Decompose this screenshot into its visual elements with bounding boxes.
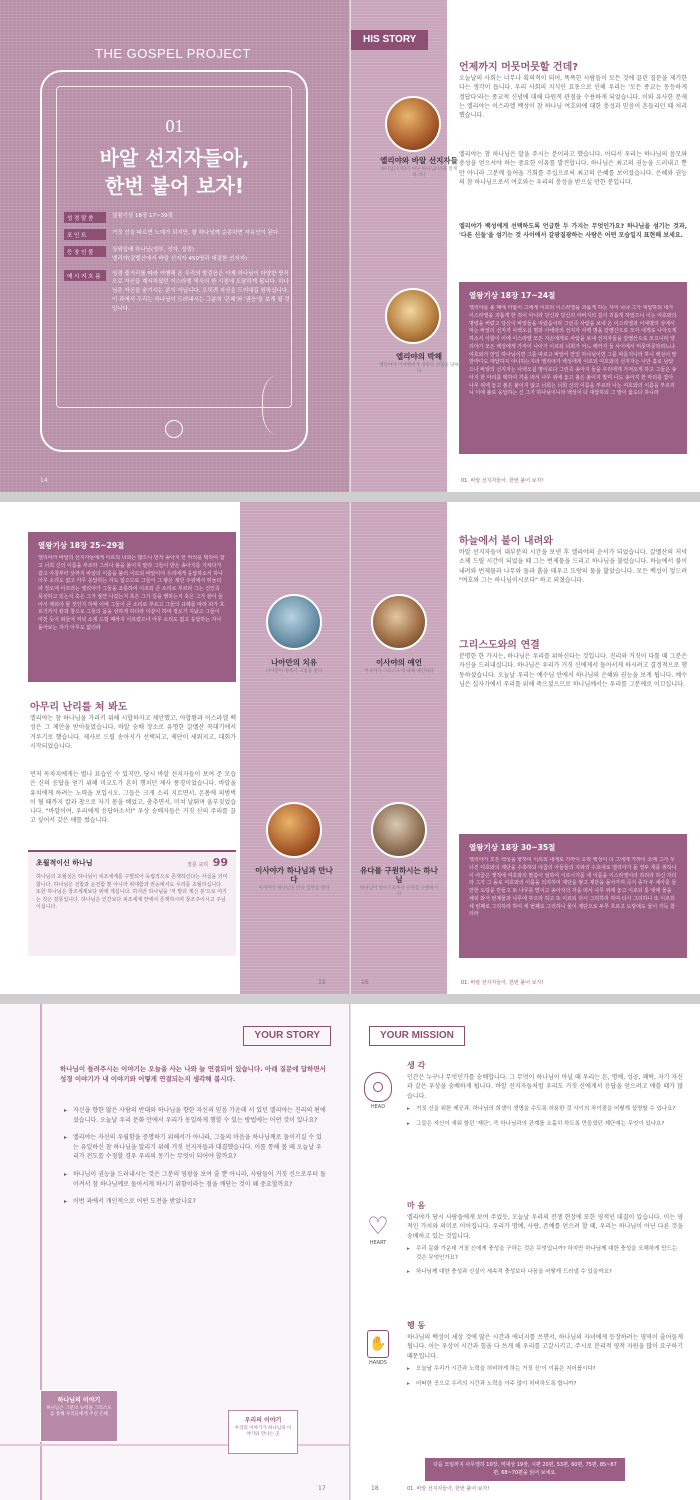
head-icon bbox=[364, 1072, 392, 1102]
gods-story-box bbox=[40, 1390, 118, 1442]
info-row bbox=[64, 246, 294, 264]
mission-section-think bbox=[407, 1060, 683, 1134]
section-bullet: ▸ 우리 문화 가운데 거짓 신에게 충성을 구하는 것은 무엇입니까? 하지만 하나님께 대한 충성을 오해하게 만드는 것은 무엇인가요? bbox=[407, 1245, 683, 1263]
isaiah-vision-illustration bbox=[266, 802, 322, 858]
section-title: 행 동 bbox=[407, 1321, 426, 1330]
section-heading: 그리스도와의 연결 bbox=[459, 640, 540, 651]
running-head: 01. 바알 선지자들아, 한번 붙어 보자! bbox=[407, 1486, 490, 1492]
lesson-info bbox=[64, 212, 294, 314]
page-16 bbox=[351, 502, 700, 994]
section-bullet: ▸ 어떠한 곳으로 우리의 시간과 노력을 아주 많이 허비하도록 합니까? bbox=[407, 1380, 683, 1389]
scripture-text: 엘리야가 모든 백성을 향하여 이르되 내게로 가까이 오라 백성이 다 그에게 가까이 오매 그가 무너진 여호와의 제단을 수축하되 야곱의 아들들의 지파의 수효대로 엘리야가 돌 열두 개를 취하니 이 야곱은 옛적에 여호와의 말씀이 임하여 이르시기를 네 이름을 이스라엘이라 하리라 하신 자더라 그가 그 돌로 여호와의 이름을 의지하여 제단을 쌓고 제단을 돌아가며 곡식 종자 두 세아를 둘 만한 도랑을 만들고 또 나무를 벌이고 송아지의 각을 떠서 나무 위에 놓고 이르되 통 넷에 물을 채워 와서 번제물과 나무에 부으라 하고 또 이르되 다시 그리하라 하여 다시 그리하니 또 이르되 세 번째로 그리하라 하여 세 번째로 그리하니 물이 제단으로 두루 흐르고 도랑에도 물이 가득 찼더라 bbox=[469, 857, 677, 918]
illustration-band bbox=[240, 502, 349, 994]
head-icon-block bbox=[363, 1072, 393, 1110]
caption-title: 유다를 구원하시는 하나님 bbox=[360, 866, 438, 884]
mission-section-heart bbox=[407, 1200, 683, 1283]
info-label: 메 시 지 흐 름 bbox=[64, 270, 106, 281]
question-item: ▸ 자신을 향한 많은 사람의 반대와 하나님을 향한 자신의 믿음 가운데 서 있던 엘리야는 진리의 편에 섰습니다. 오늘날 우리 문화 안에서 우리가 동일하게 행할 수 있는 방법에는 어떤 것이 있나요? bbox=[64, 1106, 326, 1125]
hands-label: HANDS bbox=[369, 1360, 387, 1366]
body-paragraph: 먼저 독차지에게는 별나 묘습인 수 있지만, 당시 바알 선지자들이 보여 준 모습은 신의 응답을 얻기 위해 미교도가 흔히 행치던 제사 풍경이었습니다. 바알을 유치에게 하려는 노력을 보입시오. 그들은 크게 소리 지르면서, 온몸에 피범벅이 될 때까지 칼과 창으로 자기 몸을 베었고, 춤추면서, 미쳐 날뛰며 울부짖었습니다. "바알이여, 우리에게 응답하소서!" 우상 숭배자들은 거짓 신의 주의를 끌고 싶어서 갖은 애를 썼습니다. bbox=[30, 771, 236, 825]
judah-rescue-illustration bbox=[371, 802, 427, 858]
section-heading: 언제까지 머뭇머뭇할 건데? bbox=[459, 62, 579, 73]
gods-story-text: 하나님은 그분의 능력을 그리스도를 통해 우리들에게 주신 은혜 bbox=[46, 1406, 112, 1418]
illustration-band bbox=[351, 0, 447, 492]
info-row bbox=[64, 270, 294, 314]
lesson-title-line-1: 바알 선지자들아, bbox=[99, 146, 250, 170]
illustration-band bbox=[351, 502, 447, 994]
section-heading: 하늘에서 불이 내려와 bbox=[459, 536, 553, 547]
page-number: 14 bbox=[40, 477, 48, 484]
question-item: ▸ 이번 과에서 개인적으로 어떤 도전을 받았나요? bbox=[64, 1197, 326, 1207]
page-number: 15 bbox=[318, 979, 326, 986]
his-story-tab: HIS STORY bbox=[351, 30, 428, 50]
illustration-caption bbox=[254, 866, 334, 892]
section-bullet: ▸ 그들은 자신이 새워 함던 '제단', 즉 하나님과의 관계를 소홀히 하도록 만들었던 제단에는 무엇이 있나요? bbox=[407, 1120, 683, 1129]
lesson-title-line-2: 한번 붙어 보자! bbox=[105, 174, 244, 198]
heart-icon-block bbox=[363, 1214, 393, 1246]
page-14 bbox=[0, 0, 349, 492]
illustration-caption bbox=[379, 156, 459, 179]
scripture-text: 엘리야가 바알의 선지자들에게 이르되 너희는 많으니 먼저 송아지 한 마리를 택하여 잡고 너희 신의 이름을 부르라 그러나 불을 붙이지 말라 그들이 받은 송아지를 가져다가 잡고 아침부터 낮까지 바알의 이름을 불러 이르되 바알이여 우리에게 응답하소서 하나 아무 소리도 없고 아무 응답하는 자도 없으므로 그들이 그 쌓은 제단 주위에서 뛰놀더라 정오에 이르러는 엘리야가 그들을 조롱하여 이르되 큰 소리로 부르라 그는 신인즉 묵상하고 있는지 혹은 그가 잠깐 나갔는지 혹은 그가 길을 행하는지 혹은 그가 잠이 들어서 깨워야 할 것인지 하매 이에 그들이 큰 소리로 부르고 그들의 규례를 따라 피가 흐르기까지 칼과 창으로 그들의 몸을 상하게 하더라 이같이 하여 정오가 지났고 그들이 미친 듯이 떠들어 저녁 소제 드릴 때까지 이르렀으나 아무 소리도 없고 응답하는 자나 돌아보는 자가 아무도 없더라 bbox=[38, 555, 225, 631]
section-body: 엘리야가 당시 사람들에게 보여 주었듯, 오늘날 우리의 전쟁 현장에 또한 영적인 대결이 있습니다. 이는 영적인 가치와 의미로 이어집니다. 우리가 명예, 사랑, 존예를 얻으려 할 때, 우리는 하나님이 아닌 다른 것을 숭배하고 있는 것입니다. bbox=[407, 1214, 683, 1240]
head-label: HEAD bbox=[370, 1104, 386, 1110]
illustration-caption bbox=[379, 352, 459, 375]
doctrine-title: 초월적이신 하나님 bbox=[36, 859, 93, 867]
caption-title: 엘리야의 박해 bbox=[395, 352, 443, 361]
caption-title: 이사야가 하나님과 만나다 bbox=[255, 866, 333, 884]
section-body: 인간은 누구나 무엇인가를 숭배합니다. 그 무엇이 하나님이 아닐 때 우리는 돈, 명예, 성공, 쾌락, 자기 자신과 같은 우상을 숭배하게 됩니다. 바알 선지자들처럼 우리도 거짓 신에게서 응답을 얻으려고 애쓸 때가 많습니다. bbox=[407, 1074, 683, 1100]
spread-3 bbox=[0, 1004, 700, 1500]
doctrine-tag-label: 질문 교리 bbox=[187, 862, 209, 868]
section-title: 생 각 bbox=[407, 1061, 426, 1070]
illustration-caption bbox=[359, 658, 439, 675]
info-row bbox=[64, 212, 294, 223]
caption-subtitle: 나아만이 병에서 고침을 받다 bbox=[265, 669, 323, 674]
scripture-box bbox=[459, 834, 687, 958]
question-item: ▸ 하나님이 권능을 드러내시는 것은 그분의 영광을 보여 줄 뿐 아니라, 사람들이 거짓 신으로부터 돌이켜서 참 하나님께로 돌아서게 하시기 위함이라는 점을 깨닫는 것이 왜 중요할까요? bbox=[64, 1170, 326, 1189]
atom-icon bbox=[373, 1082, 383, 1092]
section-bullet: ▸ 거짓 신을 위한 제공과, 하나님의 희생이 생명을 수도록 허용한 것 사이의 차이점을 어떻게 설명할 수 있나요? bbox=[407, 1105, 683, 1114]
story-intro: 하나님이 들려주시는 이야기는 오늘을 사는 나와 늘 연결되어 있습니다. 아래 질문에 답하면서 성경 이야기가 내 이야기와 어떻게 연결되는지 생각해 봅시다. bbox=[60, 1065, 326, 1084]
info-label: 등 장 인 물 bbox=[64, 246, 106, 257]
our-story-title: 우리의 이야기 bbox=[244, 1417, 282, 1424]
body-paragraph: 엘리야는 참 하나님을 가리키 위해 시합하자고 제안했고, 아합왕과 이스라엘 백성은 그 제안을 받아들였습니다. 바알 숭배 장소로 유명한 갈멜산 꼭대기에서 겨루기로 했습니다. 제사로 드릴 송아지가 선택되고, 제단이 세워지고, 대회가 시작되었습니다. bbox=[30, 715, 236, 750]
page-number: 17 bbox=[318, 1485, 326, 1492]
question-paragraph: 엘리야가 백성에게 선택하도록 언급한 두 가지는 무엇인가요? 하나님을 섬기는 것과, '다른 신들'을 섬기는 것 사이에서 갈광질광하는 사람은 어떤 모습일지 표현해 보세요. bbox=[459, 223, 687, 240]
section-bullet: ▸ 오늘날 우리가 시간과 노력을 허비하게 하는 거짓 신'이 이름은 지어봅시다? bbox=[407, 1365, 683, 1374]
leaf-doodle bbox=[262, 375, 302, 435]
body-paragraph: 분명한 한 가지는, 하나님은 우리를 위하신다는 것입니다. 진리와 거짓이 다툴 때 그분은 자신을 드러내십니다. 하나님은 우리가 거짓 신에게서 돌아서게 하시려고 결정적으로 행동하셨습니다. 오늘날 우리는 예수님 안에서 하나님의 은혜와 권능을 보게 됩니다. 예수님은 십자가에서 우리를 위해 죽으셨으므로 하나님께서는 우리를 그분께로 이끄십니다. bbox=[459, 653, 687, 688]
scripture-reference: 열왕기상 18장 17~24절 bbox=[469, 291, 556, 300]
home-button bbox=[165, 420, 183, 438]
our-story-text: 우리의 이야기가 하나님의 이야기와 만나는 곳 bbox=[234, 1426, 292, 1438]
running-head: 01. 바알 선지자들아, 한번 붙어 보자! bbox=[461, 478, 544, 484]
info-value: 상위입배 하나님(성부, 성자, 성령) 엘리야(갈멜산에서 바알 선지자 450명과 대결한 선지자) bbox=[112, 247, 248, 262]
section-heading: 아무리 난리를 쳐 봐도 bbox=[30, 702, 128, 713]
our-story-box bbox=[228, 1410, 298, 1454]
scripture-reference: 열왕기상 18장 30~35절 bbox=[469, 843, 556, 852]
spread-2 bbox=[0, 502, 700, 994]
gods-story-title: 하나님의 이야기 bbox=[57, 1397, 101, 1404]
spread-1 bbox=[0, 0, 700, 492]
info-value: 열왕기상 18장 17~39절 bbox=[112, 213, 173, 219]
caption-title: 나아만의 치유 bbox=[270, 658, 318, 667]
isaiah-prophecy-illustration bbox=[371, 594, 427, 650]
info-label: 성 경 말 씀 bbox=[64, 212, 106, 223]
doctrine-sidebox bbox=[28, 850, 236, 956]
scripture-reference: 열왕기상 18장 25~29절 bbox=[38, 541, 125, 550]
caption-subtitle: 이사야가 그리스도에 대해 예언하다 bbox=[364, 669, 434, 674]
question-list bbox=[64, 1106, 326, 1213]
heart-icon: ♡ bbox=[367, 1212, 389, 1240]
caption-subtitle: 이사야가 하나님을 만나 임무를 받다 bbox=[258, 886, 330, 891]
scripture-box bbox=[459, 282, 687, 454]
doctrine-number: 99 bbox=[212, 856, 228, 869]
body-paragraph: 바알 선지자들이 대부분의 시간을 보낸 후 엘리야의 순서가 되었습니다. 갈멜산의 저녁 소제 드릴 시간이 되었을 때 그는 번제물을 드리고 하나님을 불렀습니다. 하늘에서 불이 내려와 번제물과 나무와 돌과 흙을 태우고 도랑의 물을 핥았습니다. 모든 백성이 엎드려 "여호와 그는 하나님이시로다" 하고 외쳤습니다. bbox=[459, 549, 687, 584]
naaman-illustration bbox=[266, 594, 322, 650]
reading-plan-banner: 다음 모임까지 사무엘하 10장, 역대상 19장, 시편 20편, 53편, 60편, 75편, 85~87편, 68~70편을 읽어 보세요. bbox=[425, 1458, 625, 1481]
caption-subtitle: 하나님이 앗수르로부터 유다를 구원하시다 bbox=[359, 886, 439, 897]
caption-title: 이사야의 예언 bbox=[375, 658, 423, 667]
running-head: 01. 바알 선지자들아, 한번 붙어 보자! bbox=[461, 980, 544, 986]
page-18 bbox=[351, 1004, 700, 1500]
mission-section-act bbox=[407, 1320, 683, 1394]
body-paragraph: 오늘날의 사회는 너무나 획의적이 되어, 똑똑한 사람들이 모든 것에 끌린 질문을 제기한다는 생각이 듭니다. 우리 사회의 지식인 요동으로 인해 우리는 '모든 종교는 동등하게 정답다'라는 종교적 신념에 대해 다원적 관점을 수용하게 되었습니다. 이와 유사한 문제는 엘리야는 이스라엘 백성이 참 하나님 여호와에 대한 충성과 믿음이 흔들리던 때 처리했습니다. bbox=[459, 75, 687, 120]
section-title: 마 음 bbox=[407, 1201, 426, 1210]
doctrine-text: 하나님의 초월성은 하나님이 피조세계를 구별되어 독립적으로 존재하신다는 사실을 의미합니다. 하나님은 선함과 순전함 뿐 아니라 위대함과 권능에서도 우리를 초월하십니다. 또한 하나님은 창조세계보다 위에 계십니다. 하지만 하나님을 '저 멀리 계신 분'으로 여기는 것은 잘못입니다. 하나님은 인간보다 피조세계 안에서 존재하시며 창조주이시고 주님이십니다. bbox=[36, 874, 228, 910]
hand-icon: ✋ bbox=[367, 1330, 389, 1358]
caption-subtitle: 엘리야가 이세벨에게 생명의 위협을 당하다 bbox=[379, 363, 459, 374]
info-value: 성경 줄거리를 따라 여행해 온 우리의 발걸음은 이제 하나님이 다양한 방식으로 자신을 계시하셨던 이스라엘 역사의 한 시점에 도달하게 됩니다. 하나님은 자신을 숨기시는 분이 아닙니다. 오히려 자신을 드러내길 원하십니다. 이 과에서 우리는 하나님이 드러내시는 그분의 '은혜'와 '권능'을 보게 될 것입니다. bbox=[112, 270, 290, 312]
page-15-b bbox=[0, 502, 349, 994]
info-value: 거짓 신을 따르면 노예가 되지만, 참 하나님께 순종하면 자유인이 된다. bbox=[112, 230, 280, 236]
info-label: 포 인 트 bbox=[64, 229, 106, 240]
caption-subtitle: 하나님(오직)이 아닌 하나님(신)을 알게 하시다 bbox=[380, 167, 458, 178]
illustration-caption bbox=[254, 658, 334, 675]
page-17 bbox=[0, 1004, 349, 1500]
info-row bbox=[64, 229, 294, 240]
scripture-box bbox=[28, 532, 236, 682]
page-number: 16 bbox=[361, 979, 369, 986]
elijah-altar-illustration bbox=[385, 96, 441, 152]
section-bullet: ▸ 하나님께 대한 충성과 신실이 세속적 충성보다 나음을 어떻게 드러낼 수 있을까요? bbox=[407, 1268, 683, 1277]
elijah-cave-illustration bbox=[385, 288, 441, 344]
your-story-tab: YOUR STORY bbox=[243, 1026, 331, 1046]
hands-icon-block bbox=[363, 1330, 393, 1366]
lesson-number: 01 bbox=[165, 116, 184, 136]
illustration-caption bbox=[359, 866, 439, 898]
page-15 bbox=[351, 0, 700, 492]
your-mission-tab: YOUR MISSION bbox=[369, 1026, 465, 1046]
heart-label: HEART bbox=[369, 1240, 387, 1246]
page-number: 18 bbox=[371, 1485, 379, 1492]
section-body: 하나님의 백성이 세상 것에 많은 시간과 에너지를 쓰면서, 하나님의 자녀에게 등장하려는 영역이 줄어들게 됩니다. 이는 우상이 시간과 힘을 다 쓰게 해 우리를 고갈시키고, 주시로 분리적 영적 자원을 많이 요구하기 때문입니다. bbox=[407, 1334, 683, 1360]
question-item: ▸ 엘리야는 자신의 우월함을 증명하기 위해서가 아니라, 그들의 마음을 하나님께로 돌이키실 수 있는 유일하신 참 하나님을 알리기 위해 거짓 선지자들과 대결했습니다. 이를 통해 볼 때 오늘날 우리가 전도를 수정할 경우 우리의 동기는 무엇이 되어야 할까요? bbox=[64, 1133, 326, 1162]
body-paragraph: 엘리야는 참 하나님은 말을 주시는 분이라고 했습니다. 어디서 우리는 하나님의 음모와 충성을 얻으셔야 하는 중요한 이유를 발견합니다. 하나님은 최고의 권능을 드러내고 뿐만 아니라 그분께 들어올 기회를 주십으로써 최고의 은혜를 보이셨습니다. 은혜와 권능의 참 하나님으로서 여호와는 우리의 충성을 받으실 만한 분입니다. bbox=[459, 151, 687, 186]
scripture-text: 엘리야를 볼 때에 아합이 그에게 이르되 이스라엘을 괴롭게 하는 자여 너냐 그가 대답하되 내가 이스라엘을 괴롭게 한 것이 아니라 당신과 당신의 아버지의 집이 괴롭게 하였으니 이는 여호와의 명령을 버렸고 당신이 바알들을 따랐음이라 그런즉 사람을 보내 온 이스라엘과 이세벨의 상에서 먹는 바알의 선지자 사백오십 명과 아세라의 선지자 사백 명을 갈멜산으로 모아 내게로 나아오게 하소서 아합이 이에 이스라엘 모든 자손에게로 사람을 보내 선지자들을 갈멜산으로 모으니라 엘리야가 모든 백성에게 가까이 나아가 이르되 너희가 어느 때까지 둘 사이에서 머뭇머뭇하려느냐 여호와가 만일 하나님이면 그를 따르고 바알이 만일 하나님이면 그를 따를지니라 하니 백성이 말 한마디도 대답하지 아니하는지라 엘리야가 백성에게 이르되 여호와의 선지자는 나만 홀로 남았으나 바알의 선지자는 사백오십 명이로다 그런즉 송아지 둘을 우리에게 가져오게 하고 그들은 송아지 한 마리를 택하여 각을 떠서 나무 위에 놓고 불은 붙이지 말며 나도 송아지 한 마리를 잡아 나무 위에 놓고 불은 붙이지 않고 너희는 너희 신의 이름을 부르라 나는 여호와의 이름을 부르리니 이에 불로 응답하는 신 그가 하나님이니라 백성이 다 대답하되 그 말이 옳도다 하니라 bbox=[469, 305, 677, 397]
doctrine-tag bbox=[187, 856, 228, 869]
caption-title: 엘리야와 바알 선지자들 bbox=[380, 156, 458, 165]
series-title: THE GOSPEL PROJECT bbox=[95, 46, 251, 61]
